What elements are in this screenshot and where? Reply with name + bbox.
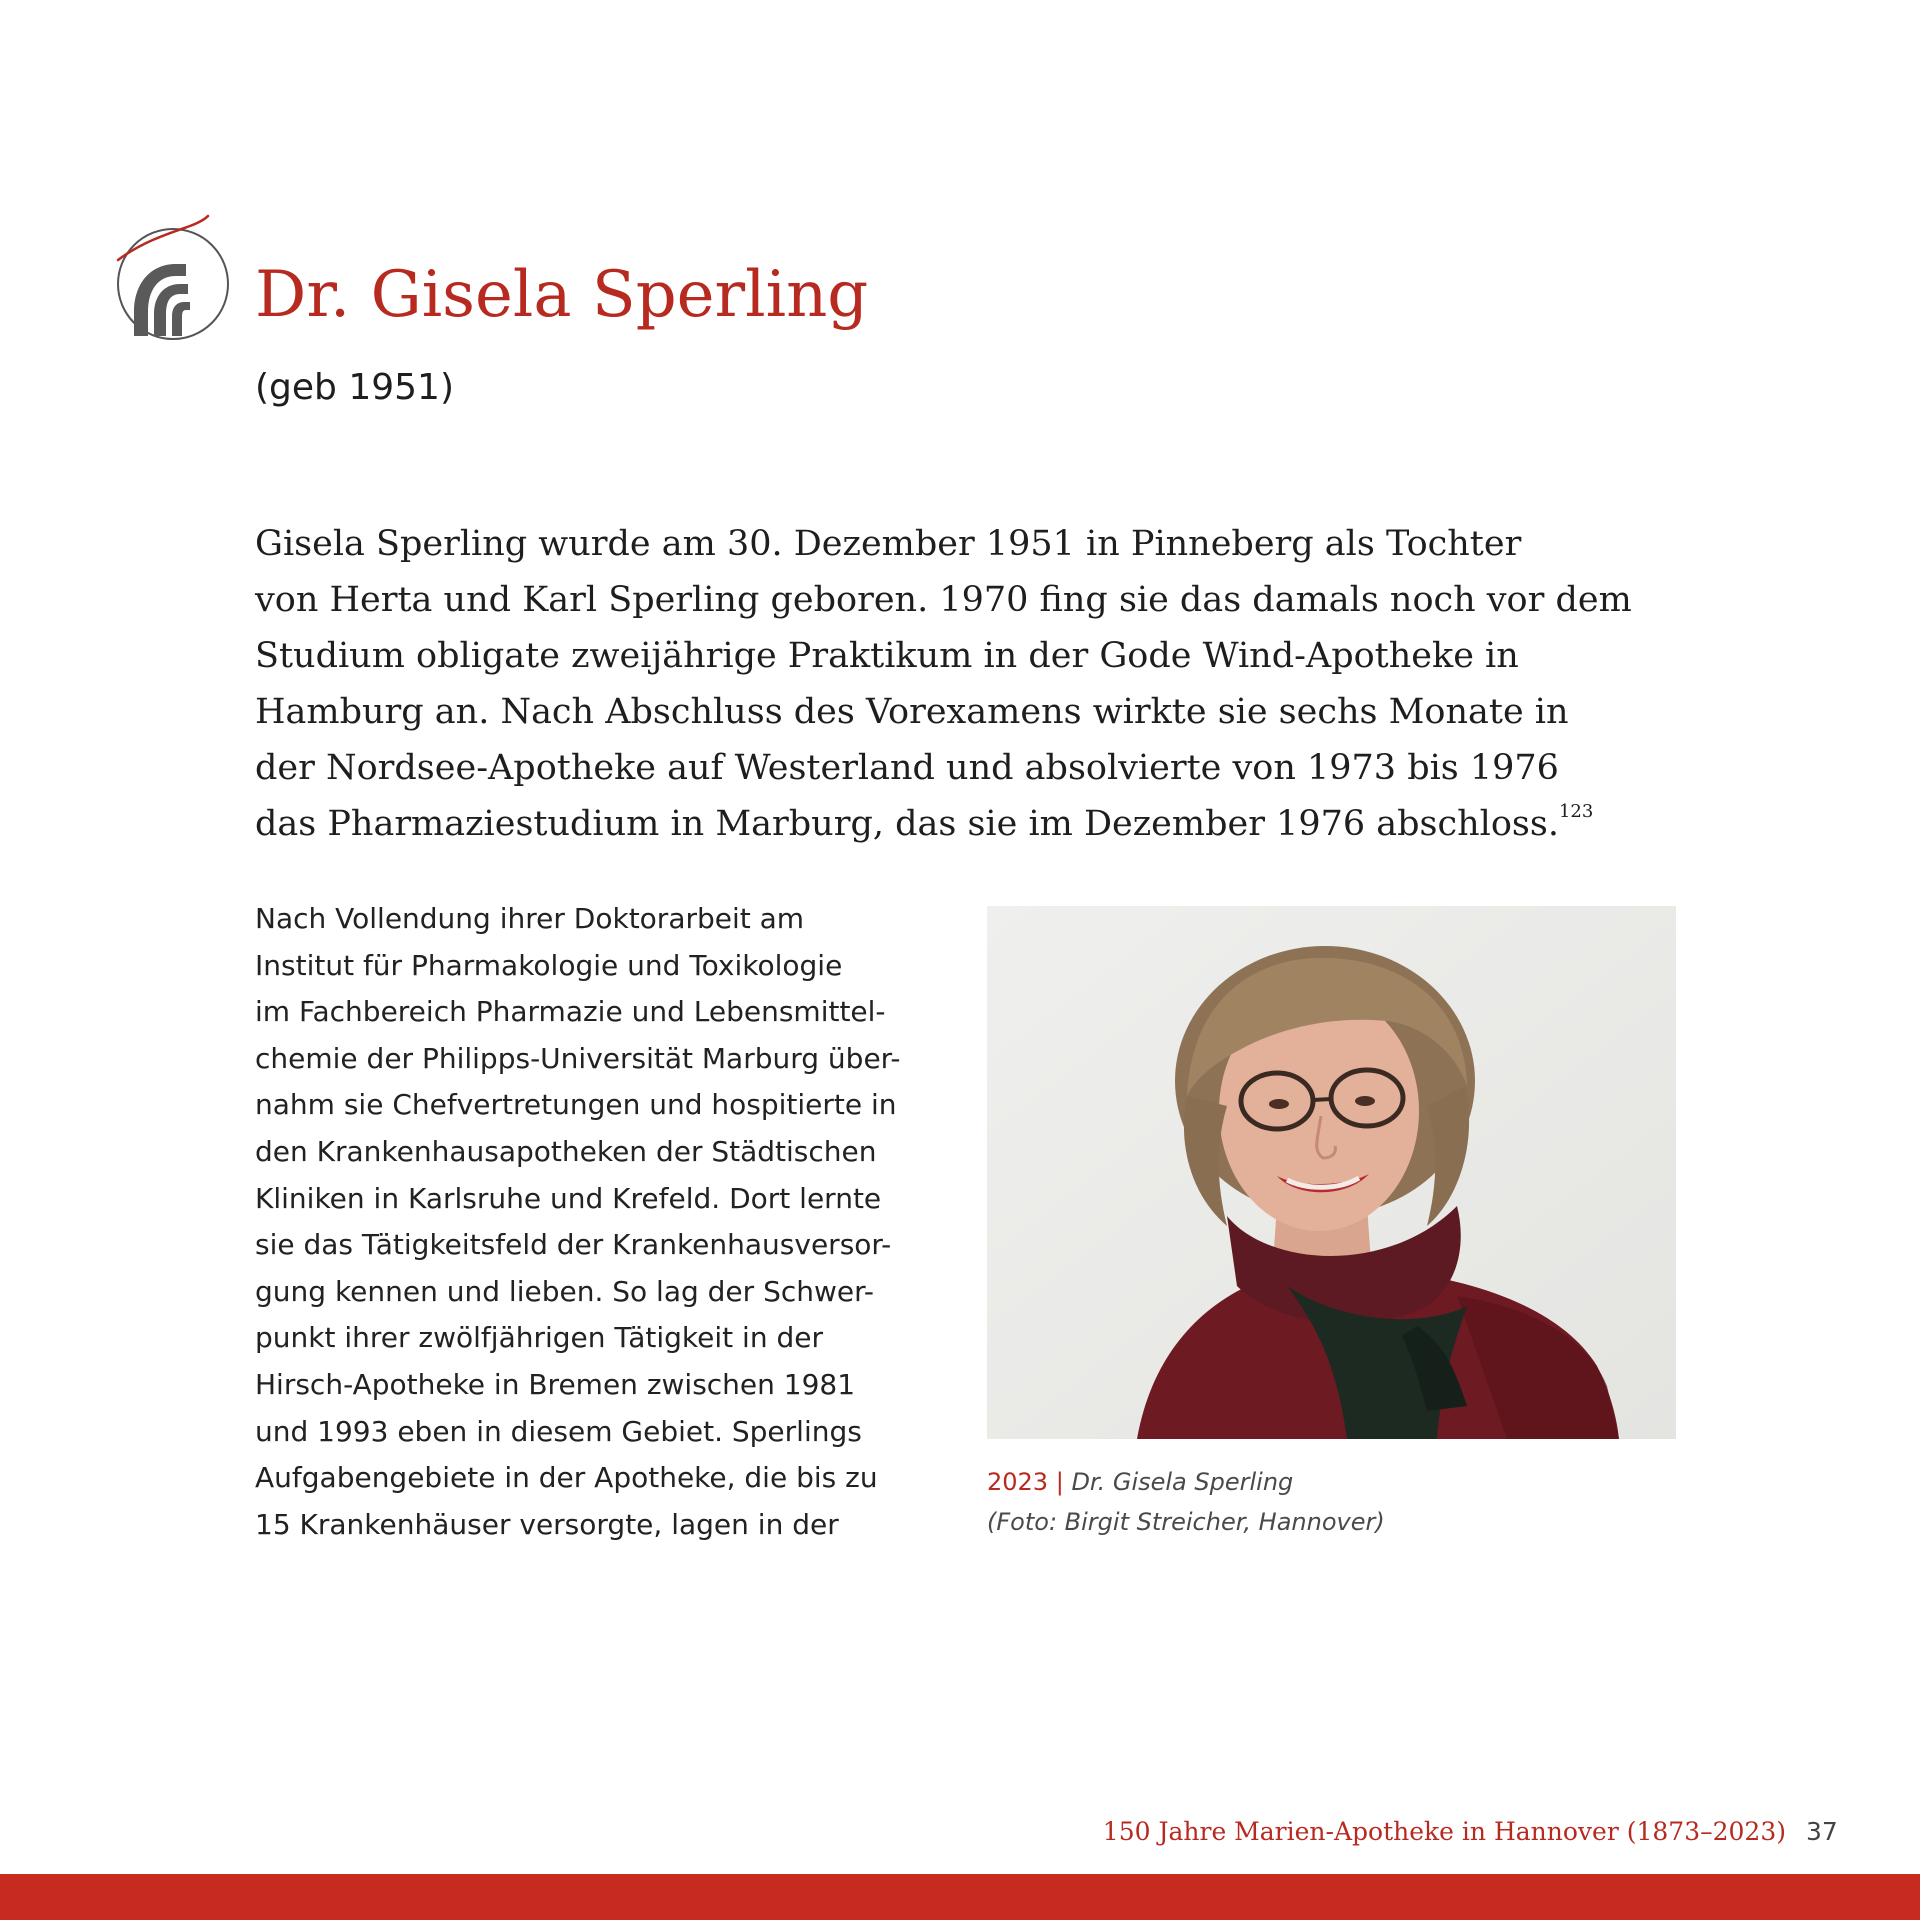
body-line: sie das Tätigkeitsfeld der Krankenhausversor-: [255, 1228, 892, 1262]
caption-line-1: [987, 1462, 1687, 1502]
footer-bar: [0, 1874, 1920, 1920]
caption-separator: |: [1055, 1468, 1064, 1496]
page-number: 37: [1806, 1817, 1838, 1846]
photo-caption: [987, 1462, 1687, 1542]
body-line: den Krankenhausapotheken der Städtischen: [255, 1134, 877, 1168]
body-line: gung kennen und lieben. So lag der Schwer-: [255, 1274, 874, 1308]
caption-name: Dr. Gisela Sperling: [1071, 1468, 1294, 1496]
page-title: Dr. Gisela Sperling: [255, 258, 869, 332]
body-line: punkt ihrer zwölfjährigen Tätigkeit in der: [255, 1321, 823, 1355]
lead-line: Gisela Sperling wurde am 30. Dezember 1951 in Pinneberg als Tochter: [255, 524, 1522, 564]
lead-line: Studium obligate zweijährige Praktikum in der Gode Wind-Apotheke in: [255, 636, 1519, 676]
caption-year: 2023: [987, 1468, 1049, 1496]
birth-year-subtitle: (geb 1951): [255, 367, 455, 408]
caption-credit: (Foto: Birgit Streicher, Hannover): [987, 1508, 1385, 1536]
portrait-photo: [987, 906, 1676, 1439]
body-line: Aufgabengebiete in der Apotheke, die bis zu: [255, 1461, 878, 1495]
marien-apotheke-logo-icon: [112, 212, 234, 342]
footnote-marker: 123: [1558, 801, 1594, 822]
body-line: Hirsch-Apotheke in Bremen zwischen 1981: [255, 1367, 856, 1401]
body-line: chemie der Philipps-Universität Marburg über-: [255, 1041, 901, 1075]
body-line: Kliniken in Karlsruhe und Krefeld. Dort lernte: [255, 1181, 882, 1215]
body-line: 15 Krankenhäuser versorgte, lagen in der: [255, 1507, 839, 1541]
body-line: Institut für Pharmakologie und Toxikologie: [255, 948, 843, 982]
body-line: im Fachbereich Pharmazie und Lebensmittel-: [255, 995, 886, 1029]
lead-line: Hamburg an. Nach Abschluss des Vorexamens wirkte sie sechs Monate in: [255, 692, 1569, 732]
lead-line: der Nordsee-Apotheke auf Westerland und absolvierte von 1973 bis 1976: [255, 748, 1559, 788]
lead-line-last: [255, 796, 1675, 852]
lead-paragraph: [255, 516, 1675, 852]
footer-publication-title: 150 Jahre Marien-Apotheke in Hannover (1873–2023): [1102, 1817, 1786, 1846]
lead-line: von Herta und Karl Sperling geboren. 1970 fing sie das damals noch vor dem: [255, 580, 1632, 620]
body-line: und 1993 eben in diesem Gebiet. Sperlings: [255, 1414, 862, 1448]
body-line: Nach Vollendung ihrer Doktorarbeit am: [255, 902, 805, 935]
body-text-column: [255, 896, 935, 1548]
lead-line-text: das Pharmaziestudium in Marburg, das sie im Dezember 1976 abschloss.: [255, 804, 1559, 844]
body-line: nahm sie Chefvertretungen und hospitierte in: [255, 1088, 897, 1122]
